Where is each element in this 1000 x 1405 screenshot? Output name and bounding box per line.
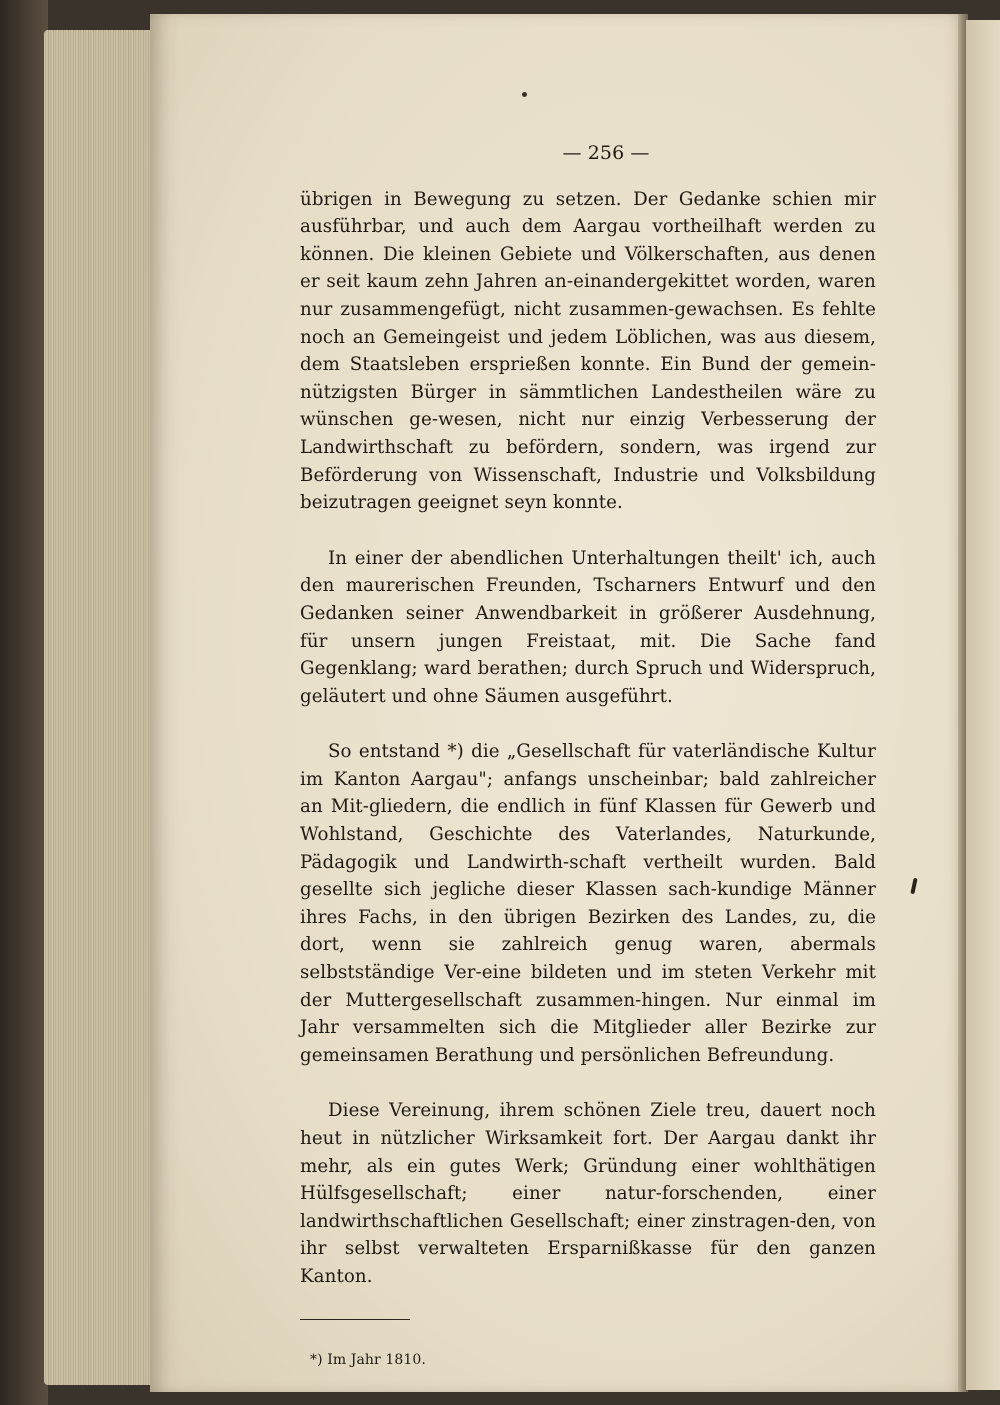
paragraph-2: In einer der abendlichen Unterhaltungen theilt' ich, auch den maurerischen Freunden, Tscharners Entwurf und den Gedanken seiner Anwendbarkeit in größerer Ausdehnung, für unsern jungen Freistaat, mit. Die Sache fand Gegenklang; ward berathen; durch Spruch und Widerspruch, geläutert und ohne Säumen ausgeführt. <box>300 547 876 707</box>
paragraph-3: So entstand *) die „Gesellschaft für vaterländische Kultur im Kanton Aargau"; anfangs unscheinbar; bald zahlreicher an Mit-gliedern, die endlich in fünf Klassen für Gewerb und Wohlstand, Geschichte des Vaterlandes, Naturkunde, Pädagogik und Landwirth-schaft vertheilt wurden. Bald gesellte sich jegliche dieser Klassen sach-kundige Männer ihres Fachs, in den übrigen Bezirken des Landes, zu, die dort, wenn sie zahlreich genug waren, abermals selbstständige Ver-eine bildeten und im steten Verkehr mit der Muttergesellschaft zusammen-hingen. Nur einmal im Jahr versammelten sich die Mitglieder aller Bezirke zur gemeinsamen Berathung und persönlichen Befreundung. <box>300 741 876 1066</box>
paragraph-1: übrigen in Bewegung zu setzen. Der Gedanke schien mir ausführbar, und auch dem Aargau vortheilhaft werden zu können. Die kleinen Gebiete und Völkerschaften, aus denen er seit kaum zehn Jahren an-einandergekittet worden, waren nur zusammengefügt, nicht zusammen-gewachsen. Es fehlte noch an Gemeingeist und jedem Löblichen, was aus diesem, dem Staatsleben ersprießen konnte. Ein Bund der gemein-nützigsten Bürger in sämmtlichen Landestheilen wäre zu wünschen ge-wesen, nicht nur einzig Verbesserung der Landwirthschaft zu befördern, sondern, was irgend zur Beförderung von Wissenschaft, Industrie und Volksbildung beizutragen geeignet seyn konnte. <box>300 188 876 514</box>
footnote: *) Im Jahr 1810. <box>310 1352 426 1369</box>
page-edges <box>44 30 154 1385</box>
paragraph-4: Diese Vereinung, ihrem schönen Ziele treu, dauert noch heut in nützlicher Wirksamkeit fort. Der Aargau dankt ihr mehr, als ein gutes Werk; Gründung einer wohlthätigen Hülfsgesellschaft; einer natur-forschenden, einer landwirthschaftlichen Gesellschaft; einer zinstragen-den, von ihr selbst verwalteten Ersparnißkasse für den ganzen Kanton. <box>300 1100 876 1287</box>
page-number: — 256 — <box>562 142 650 164</box>
facing-page-edge <box>966 20 1000 1390</box>
ink-speck <box>522 92 527 97</box>
book-cover-edge <box>0 0 48 1405</box>
page-text <box>300 140 876 1370</box>
footnote-divider <box>300 1319 410 1321</box>
